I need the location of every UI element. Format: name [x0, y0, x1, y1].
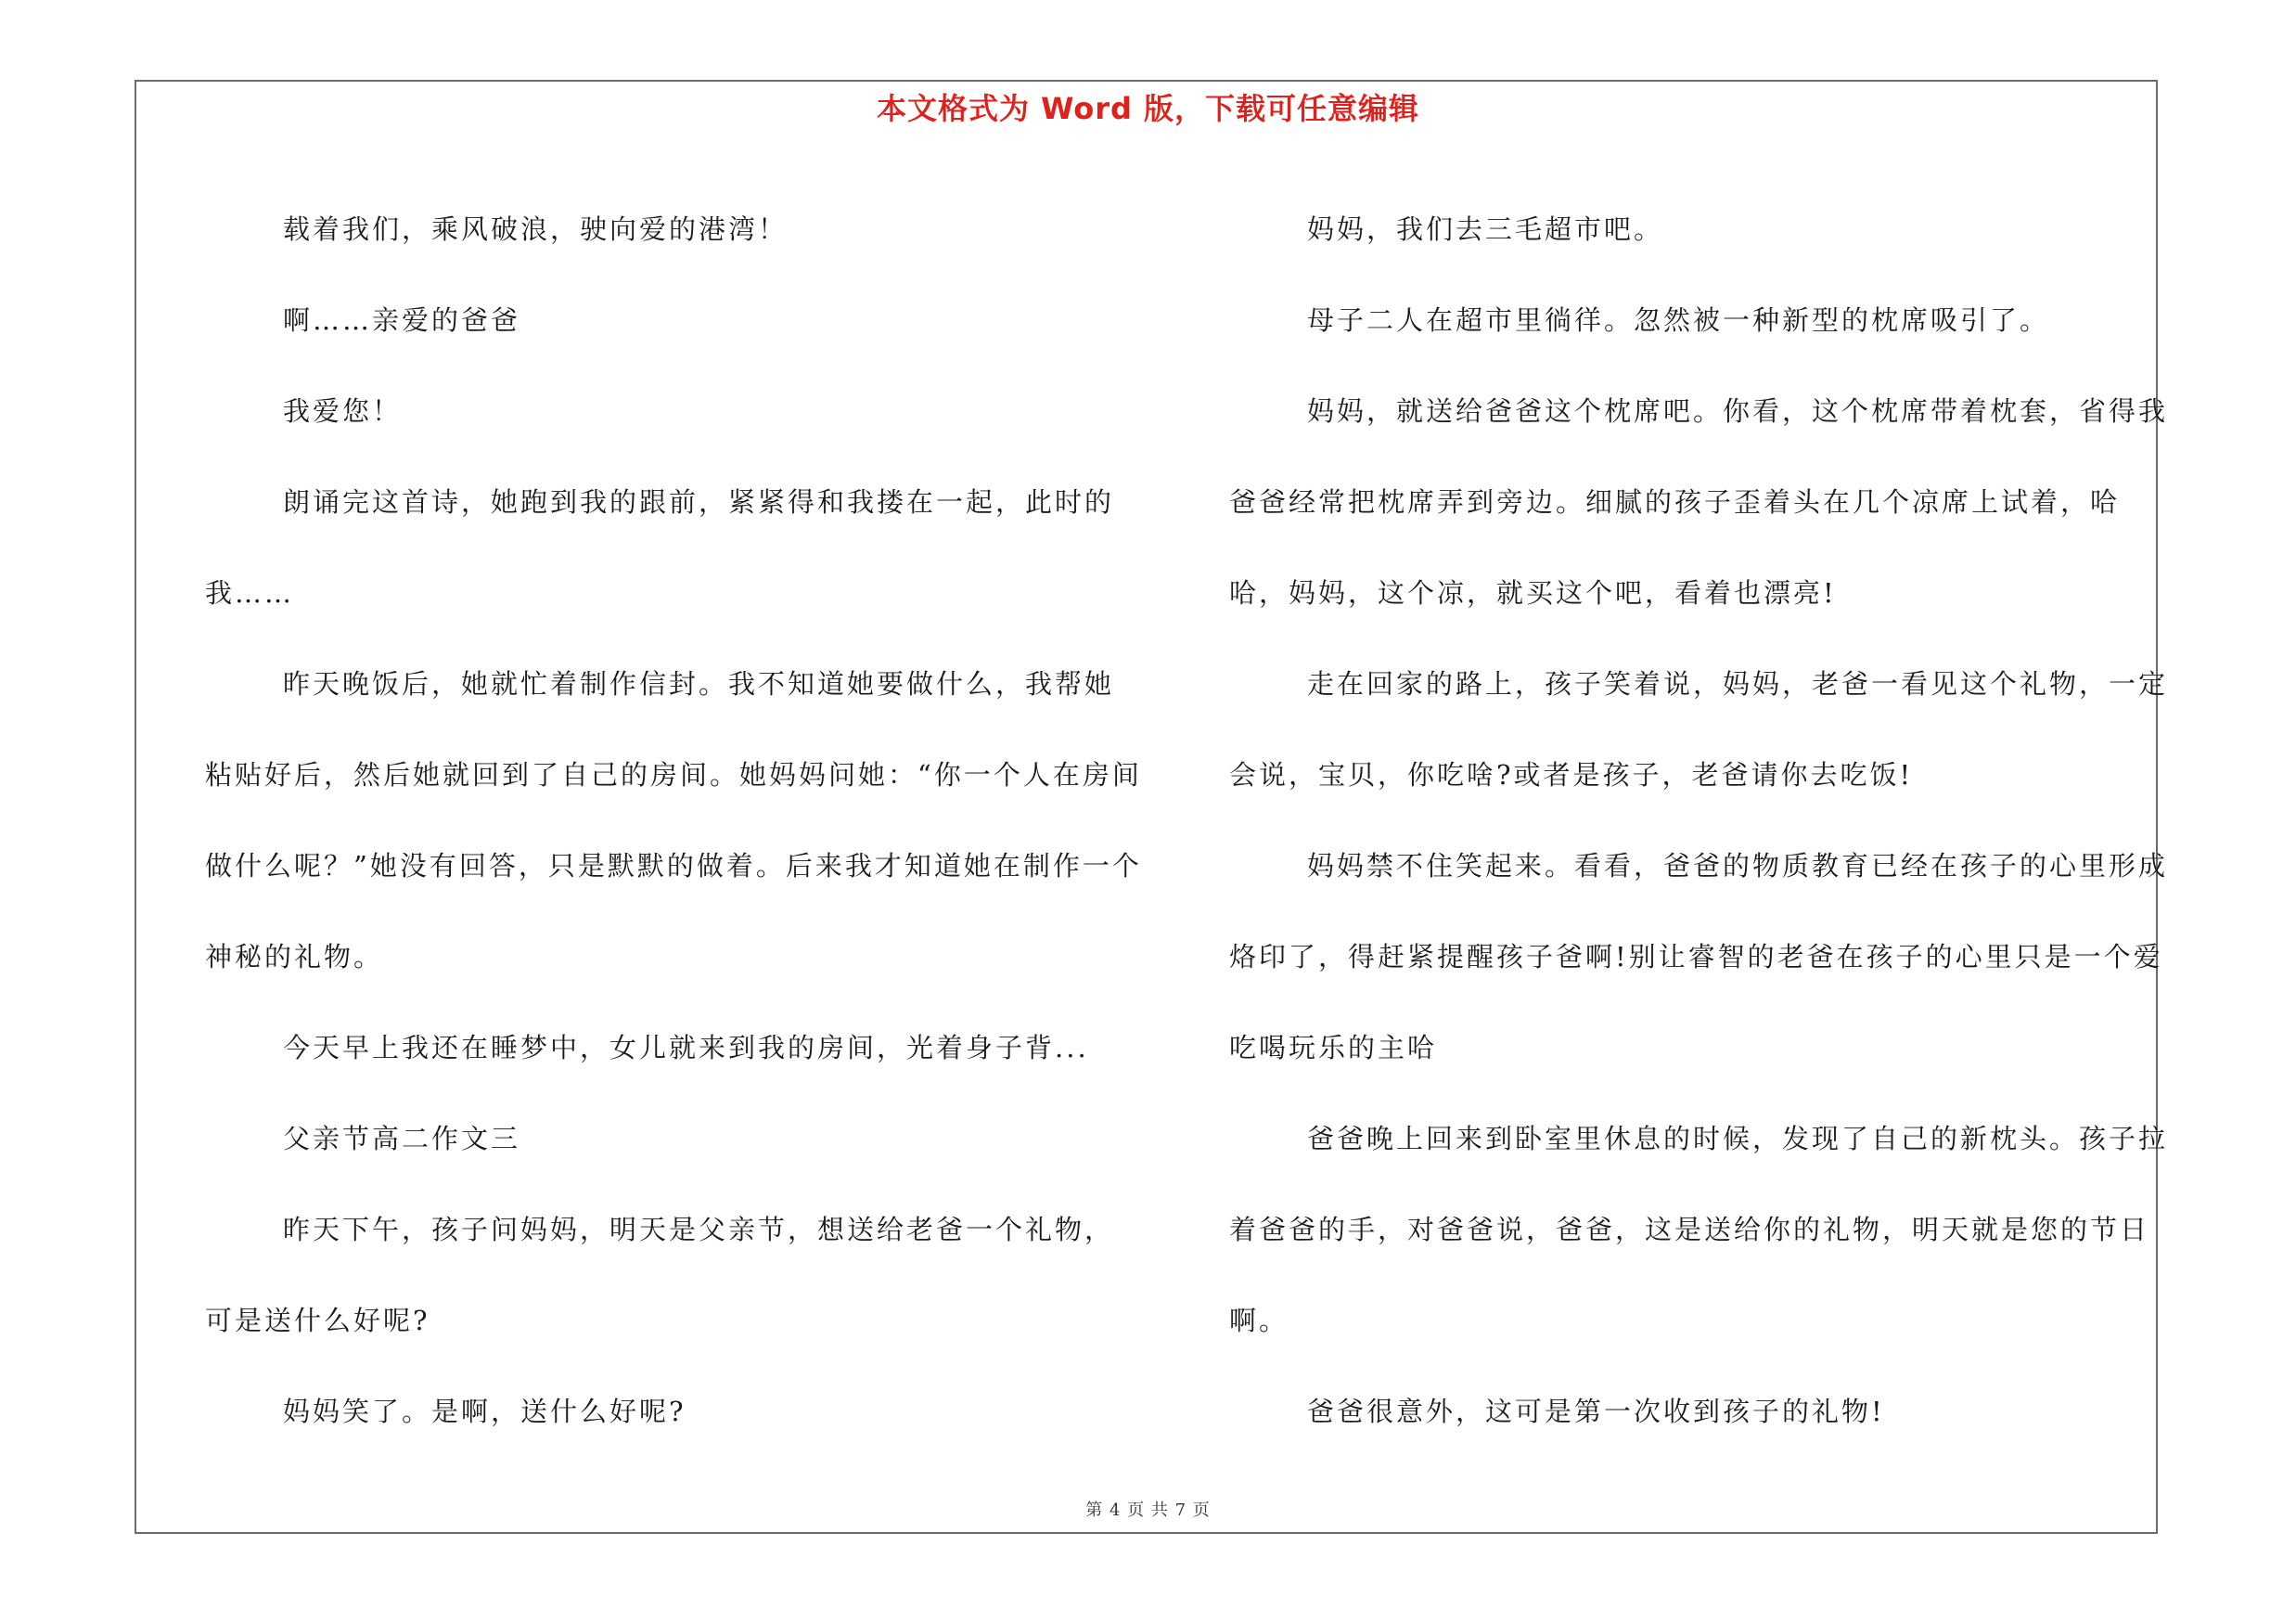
paragraph: 今天早上我还在睡梦中，女儿就来到我的房间，光着身子背... — [283, 1032, 1089, 1063]
paragraph: 走在回家的路上，孩子笑着说，妈妈，老爸一看见这个礼物，一定会说，宝贝，你吃啥?或者是孩子，老爸请你去吃饭! — [1229, 668, 2169, 791]
paragraph: 爸爸很意外，这可是第一次收到孩子的礼物! — [1307, 1396, 1885, 1427]
paragraph: 载着我们，乘风破浪，驶向爱的港湾！ — [283, 213, 789, 245]
page-number: 第 4 页 共 7 页 — [1085, 1501, 1211, 1520]
format-banner: 本文格式为 Word 版，下载可任意编辑 — [876, 91, 1420, 126]
paragraph: 妈妈笑了。是啊，送什么好呢? — [283, 1396, 686, 1427]
paragraph: 昨天下午，孩子问妈妈，明天是父亲节，想送给老爸一个礼物，可是送什么好呢? — [205, 1214, 1115, 1336]
paragraph: 妈妈，就送给爸爸这个枕席吧。你看，这个枕席带着枕套，省得我爸爸经常把枕席弄到旁边。细腻的孩子歪着头在几个凉席上试着，哈哈，妈妈，这个凉，就买这个吧，看着也漂亮! — [1229, 395, 2169, 609]
paragraph: 昨天晚饭后，她就忙着制作信封。我不知道她要做什么，我帮她粘贴好后，然后她就回到了自己的房间。她妈妈问她：“你一个人在房间做什么呢？”她没有回答，只是默默的做着。后来我才知道她在制作一个神秘的礼物。 — [205, 668, 1142, 973]
paragraph: 爸爸晚上回来到卧室里休息的时候，发现了自己的新枕头。孩子拉着爸爸的手，对爸爸说，爸爸，这是送给你的礼物，明天就是您的节日啊。 — [1229, 1123, 2169, 1336]
paragraph: 妈妈禁不住笑起来。看看，爸爸的物质教育已经在孩子的心里形成烙印了，得赶紧提醒孩子爸啊!别让睿智的老爸在孩子的心里只是一个爱吃喝玩乐的主哈 — [1229, 850, 2169, 1063]
paragraph: 朗诵完这首诗，她跑到我的跟前，紧紧得和我搂在一起，此时的我…… — [205, 486, 1115, 609]
left-column — [205, 184, 1142, 1457]
section-heading: 父亲节高二作文三 — [283, 1123, 521, 1154]
paragraph: 妈妈，我们去三毛超市吧。 — [1307, 213, 1664, 245]
paragraph: 母子二人在超市里徜徉。忽然被一种新型的枕席吸引了。 — [1307, 304, 2050, 336]
right-column — [1229, 184, 2171, 1457]
paragraph: 我爱您！ — [283, 395, 403, 427]
paragraph: 啊……亲爱的爸爸 — [283, 304, 521, 336]
